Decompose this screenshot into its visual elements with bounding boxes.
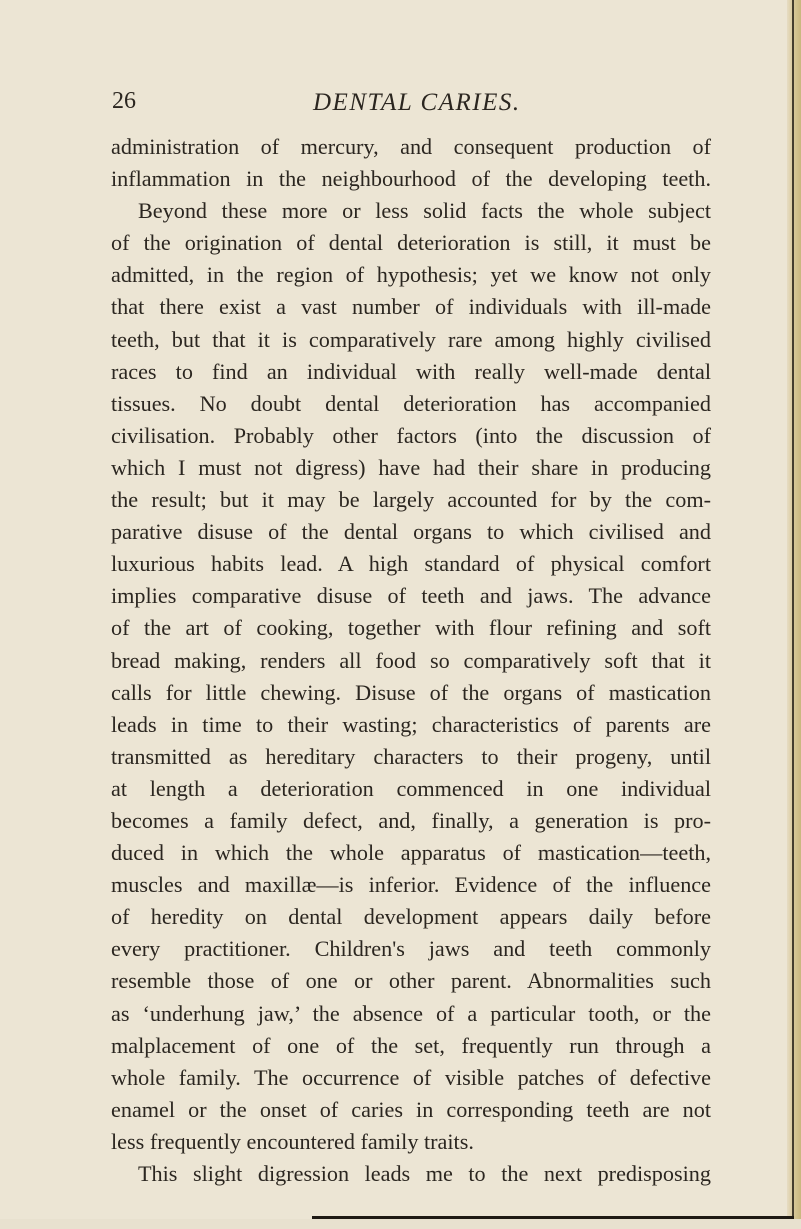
text-line: every practitioner. Children's jaws and teeth commonly — [111, 936, 711, 962]
text-line: implies comparative disuse of teeth and jaws. The advance — [111, 583, 711, 609]
text-line: luxurious habits lead. A high standard of physical comfort — [111, 551, 711, 577]
text-line: administration of mercury, and consequent production of — [111, 134, 711, 159]
text-line: at length a deterioration commenced in one individual — [111, 775, 711, 801]
text-line: resemble those of one or other parent. Abnormalities such — [111, 968, 711, 994]
text-line-paragraph-start: This slight digression leads me to the next predisposing — [138, 1161, 711, 1186]
text-line: duced in which the whole apparatus of mastication—teeth, — [111, 840, 711, 866]
text-line: malplacement of one of the set, frequently run through a — [111, 1032, 711, 1058]
text-line: muscles and maxillæ—is inferior. Evidence of the influence — [111, 872, 711, 898]
text-line: of the origination of dental deterioration is still, it must be — [111, 230, 711, 256]
text-line: teeth, but that it is comparatively rare among highly civilised — [111, 326, 711, 352]
text-line: admitted, in the region of hypothesis; yet we know not only — [111, 262, 711, 288]
text-line: tissues. No doubt dental deterioration has accompanied — [111, 390, 711, 416]
page-edge-line — [792, 0, 794, 1229]
page-bottom-rule — [312, 1216, 794, 1219]
page-header — [112, 88, 712, 124]
bottom-margin-strip — [0, 1219, 801, 1229]
text-line: becomes a family defect, and, finally, a generation is pro- — [111, 807, 711, 833]
page-edge-shadow — [787, 0, 801, 1229]
text-line: which I must not digress) have had their share in producing — [111, 454, 711, 480]
text-line: as ‘underhung jaw,’ the absence of a particular tooth, or the — [111, 1000, 711, 1026]
text-line: races to find an individual with really well-made dental — [111, 358, 711, 384]
text-line: enamel or the onset of caries in corresponding teeth are not — [111, 1096, 711, 1122]
text-line: bread making, renders all food so comparatively soft that it — [111, 647, 711, 673]
text-line: civilisation. Probably other factors (into the discussion of — [111, 422, 711, 448]
page-number: 26 — [112, 88, 136, 114]
text-line: of the art of cooking, together with flour refining and soft — [111, 615, 711, 641]
text-line: the result; but it may be largely accounted for by the com- — [111, 487, 711, 513]
text-line: whole family. The occurrence of visible patches of defective — [111, 1064, 711, 1090]
running-title: DENTAL CARIES. — [313, 89, 521, 116]
text-line-paragraph-end: less frequently encountered family traits. — [111, 1128, 474, 1154]
text-line: that there exist a vast number of individuals with ill-made — [111, 294, 711, 320]
body-text — [111, 131, 711, 1190]
text-line: leads in time to their wasting; characteristics of parents are — [111, 711, 711, 737]
text-line: of heredity on dental development appears daily before — [111, 904, 711, 930]
text-line: transmitted as hereditary characters to their progeny, until — [111, 743, 711, 769]
text-line-paragraph-start: Beyond these more or less solid facts the whole subject — [138, 198, 711, 224]
text-line: calls for little chewing. Disuse of the organs of mastication — [111, 679, 711, 705]
text-line: parative disuse of the dental organs to which civilised and — [111, 519, 711, 545]
text-line: inflammation in the neighbourhood of the developing teeth. — [111, 166, 711, 192]
